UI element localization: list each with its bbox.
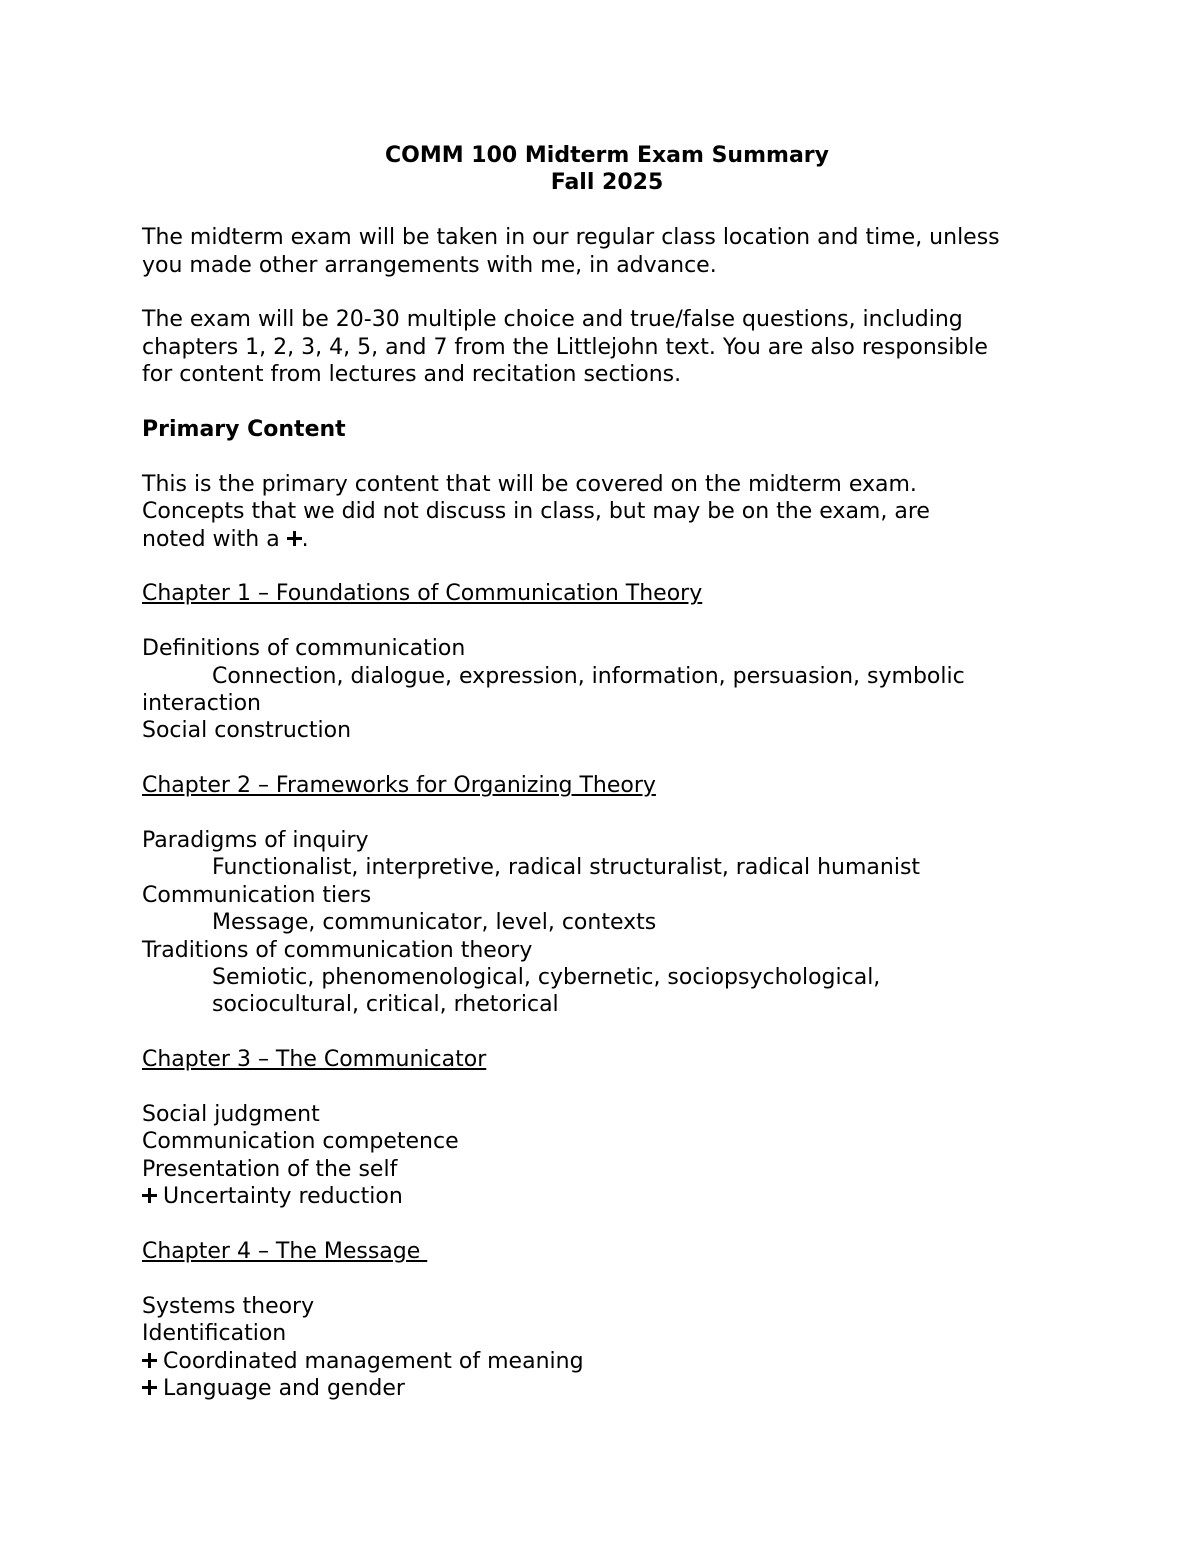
topic-item-label: Coordinated management of meaning (163, 1348, 584, 1374)
topic-item: Identification (142, 1321, 287, 1347)
intro-paragraph-2-line: chapters 1, 2, 3, 4, 5, and 7 from the Littlejohn text. You are also responsible (142, 334, 988, 360)
primary-note-prefix: noted with a (142, 526, 280, 552)
primary-content-line: This is the primary content that will be covered on the midterm exam. (142, 471, 917, 497)
chapter-4-heading: Chapter 4 – The Message (142, 1239, 428, 1265)
plus-icon (142, 1380, 157, 1395)
topic-item: Definitions of communication (142, 636, 466, 662)
topic-item-plus (142, 1183, 1072, 1210)
spacer (142, 608, 1072, 635)
document-term: Fall 2025 (550, 170, 664, 196)
topic-item: Paradigms of inquiry (142, 828, 369, 854)
primary-content-heading: Primary Content (142, 417, 346, 443)
spacer (142, 745, 1072, 772)
intro-paragraph-2-line: The exam will be 20-30 multiple choice and true/false questions, including (142, 307, 963, 333)
primary-content-line: Concepts that we did not discuss in class, but may be on the exam, are (142, 499, 930, 525)
topic-item: Social judgment (142, 1102, 320, 1128)
spacer (142, 389, 1072, 416)
plus-icon (142, 1353, 157, 1368)
subtopic-item-continued: interaction (142, 691, 261, 717)
topic-item-plus (142, 1375, 1072, 1402)
topic-item: Traditions of communication theory (142, 937, 533, 963)
spacer (142, 443, 1072, 470)
chapter-2-heading: Chapter 2 – Frameworks for Organizing Theory (142, 773, 656, 799)
spacer (142, 1074, 1072, 1101)
subtopic-item: Connection, dialogue, expression, information, persuasion, symbolic (212, 663, 965, 689)
topic-item: Social construction (142, 718, 352, 744)
topic-item: Presentation of the self (142, 1156, 398, 1182)
spacer (142, 1265, 1072, 1292)
spacer (142, 1019, 1072, 1046)
topic-item-label: Uncertainty reduction (163, 1184, 403, 1210)
subtopic-item: Functionalist, interpretive, radical structuralist, radical humanist (212, 855, 921, 881)
intro-paragraph-1-line: The midterm exam will be taken in our regular class location and time, unless (142, 225, 1000, 251)
subtopic-item: sociocultural, critical, rhetorical (212, 992, 559, 1018)
subtopic-item: Semiotic, phenomenological, cybernetic, sociopsychological, (212, 965, 881, 991)
chapter-1-heading: Chapter 1 – Foundations of Communication Theory (142, 581, 703, 607)
primary-note-suffix: . (301, 526, 309, 552)
topic-item: Communication competence (142, 1129, 459, 1155)
spacer (142, 1211, 1072, 1238)
primary-content-line (142, 526, 1072, 553)
spacer (142, 553, 1072, 580)
subtopic-item: Message, communicator, level, contexts (212, 910, 657, 936)
spacer (142, 800, 1072, 827)
document-title: COMM 100 Midterm Exam Summary (385, 143, 829, 168)
topic-item: Systems theory (142, 1293, 315, 1319)
intro-paragraph-2-line: for content from lectures and recitation sections. (142, 362, 682, 388)
chapter-3-heading: Chapter 3 – The Communicator (142, 1047, 487, 1073)
spacer (142, 279, 1072, 306)
topic-item-label: Language and gender (163, 1376, 405, 1402)
spacer (142, 197, 1072, 224)
plus-icon (287, 531, 302, 546)
plus-icon (142, 1188, 157, 1203)
document-page (142, 142, 1072, 1403)
topic-item-plus (142, 1348, 1072, 1375)
intro-paragraph-1-line: you made other arrangements with me, in advance. (142, 252, 717, 278)
topic-item: Communication tiers (142, 882, 372, 908)
